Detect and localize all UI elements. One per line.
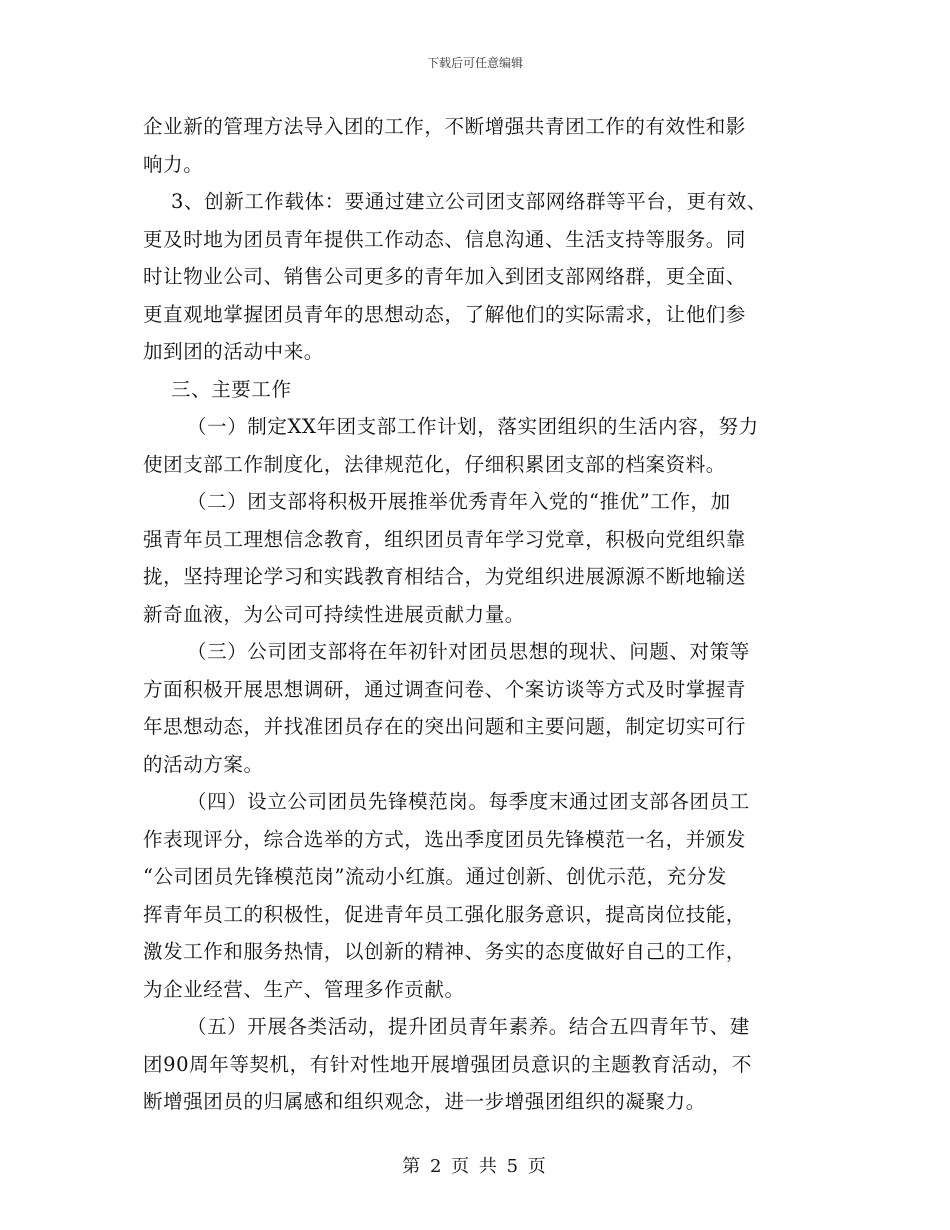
paragraph-line: 强青年员工理想信念教育，组织团员青年学习党章，积极向党组织靠 [143,527,747,551]
paragraph-line: 时让物业公司、销售公司更多的青年加入到团支部网络群，更全面、 [143,265,747,288]
section-heading: 三、主要工作 [171,377,292,401]
paragraph-line: （一）制定XX年团支部工作计划，落实团组织的生活内容，努力 [187,415,759,438]
paragraph-line: （二）团支部将积极开展推举优秀青年入党的“推优”工作，加 [187,490,731,513]
paragraph-line: 的活动方案。 [143,752,264,776]
paragraph-line: 更及时地为团员青年提供工作动态、信息沟通、生活支持等服务。同 [143,227,747,251]
paragraph-line: 加到团的活动中来。 [143,340,324,363]
paragraph-line: 激发工作和服务热情，以创新的精神、务实的态度做好自己的工作， [143,940,747,963]
paragraph-line: 团90周年等契机，有针对性地开展增强团员意识的主题教育活动，不 [143,1052,752,1076]
paragraph-line: 挥青年员工的积极性，促进青年员工强化服务意识，提高岗位技能， [143,902,747,926]
paragraph-line: 方面积极开展思想调研，通过调查问卷、个案访谈等方式及时掌握青 [143,677,747,701]
paragraph-line: 年思想动态，并找准团员存在的突出问题和主要问题，制定切实可行 [143,715,747,738]
paragraph-line: （五）开展各类活动，提升团员青年素养。结合五四青年节、建 [187,1015,750,1038]
paragraph-line: 作表现评分，综合选举的方式，选出季度团员先锋模范一名，并颁发 [143,827,747,851]
paragraph-line: 响力。 [143,152,204,176]
paragraph-line: （四）设立公司团员先锋模范岗。每季度末通过团支部各团员工 [187,790,750,813]
paragraph-line: “公司团员先锋模范岗”流动小红旗。通过创新、创优示范，充分发 [143,865,727,888]
paragraph-line: 企业新的管理方法导入团的工作，不断增强共青团工作的有效性和影 [143,115,747,138]
paragraph-line: 新奇血液，为公司可持续性进展贡献力量。 [143,602,525,626]
document-body [143,108,823,1121]
paragraph-line: 更直观地掌握团员青年的思想动态，了解他们的实际需求，让他们参 [143,302,747,326]
paragraph-line: 为企业经营、生产、管理多作贡献。 [143,977,465,1001]
paragraph-line: 断增强团员的归属感和组织观念，进一步增强团组织的凝聚力。 [143,1090,706,1113]
paragraph-line: 3、创新工作载体：要通过建立公司团支部网络群等平台，更有效、 [171,190,767,213]
paragraph-line: （三）公司团支部将在年初针对团员思想的现状、问题、对策等 [187,640,750,663]
page-header: 下载后可任意编辑 [426,56,523,70]
paragraph-line: 拢，坚持理论学习和实践教育相结合，为党组织进展源源不断地输送 [143,565,747,588]
page-number-footer: 第 2 页 共 5 页 [402,1156,548,1177]
paragraph-line: 使团支部工作制度化，法律规范化，仔细积累团支部的档案资料。 [143,452,726,476]
